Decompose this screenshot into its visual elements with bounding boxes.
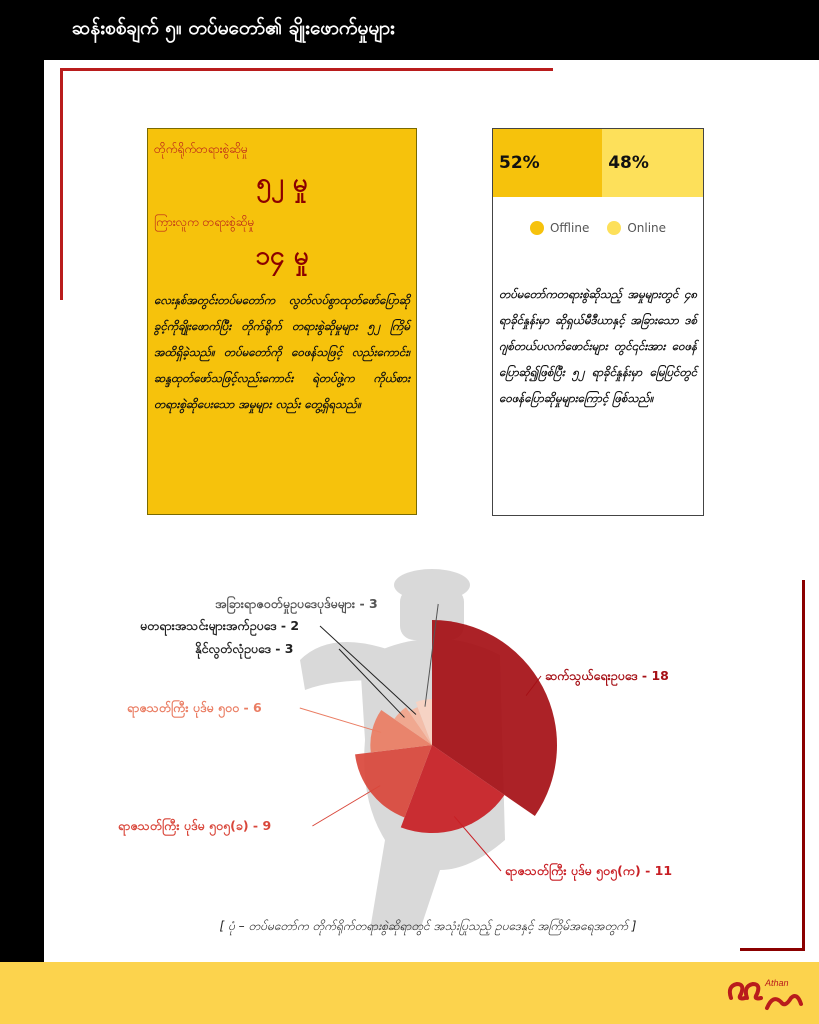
pie-label-4: ရာဇသတ်ကြီး ပုဒ်မ ၅၀၀ - 6: [127, 700, 262, 715]
offline-online-box: [492, 128, 704, 516]
indirect-cases-value: ၁၄ မှု: [255, 241, 309, 271]
pie-label-7: အခြားရာဇဝတ်မှုဥပဒေပုဒ်မများ - 3: [215, 596, 378, 611]
frame-line-bottom: [740, 948, 805, 951]
law-pie-chart: [0, 540, 819, 940]
split-legend: [493, 221, 703, 235]
direct-cases-value: ၅၂ မှု: [256, 168, 308, 198]
pie-label-1: ဆက်သွယ်ရေးဥပဒေ - 18: [545, 668, 669, 683]
split-description: တပ်မတော်ကတရားစွဲဆိုသည့် အမှုများတွင် ၄၈ ရာခိုင်နှုန်းမှာ ဆိုရှယ်မီဒီယာနှင့် အခြားသော ဒစ်ဂျစ်တယ်ပလက်ဖောင်းများ တွင်၎င်းအား ဝေဖန်ပြောဆို၍ဖြစ်ပြီး ၅၂ ရာခိုင်နှုန်းမှာ မြေပြင်တွင် ဝေဖန်ပြောဆိုမှုများကြောင့် ဖြစ်သည်။: [499, 287, 697, 405]
frame-line-right: [802, 580, 805, 950]
logo-text: Athan: [765, 978, 789, 988]
legend-offline-label: Offline: [549, 221, 590, 235]
online-segment: [602, 129, 703, 197]
frame-line-left: [60, 68, 63, 300]
footer-bar: [0, 962, 819, 1024]
pie-label-5: နိုင်လွတ်လုံဥပဒေ - 3: [195, 641, 294, 656]
pie-label-2: ရာဇသတ်ကြီး ပုဒ်မ ၅၀၅(က) - 11: [505, 863, 673, 878]
frame-line-top: [60, 68, 553, 71]
online-dot-icon: [607, 221, 621, 235]
stats-description: လေးနှစ်အတွင်းတပ်မတော်က လွတ်လပ်စွာထုတ်ဖော်ပြောဆိုခွင့်ကိုချိုးဖောက်ပြီး တိုက်ရိုက် တရားစွဲဆိုမှုများ ၅၂ ကြိမ် အထိရှိခဲ့သည်။ တပ်မတော်ကို ဝေဖန်သဖြင့် လည်းကောင်း၊ဆန္ဒထုတ်ဖော်သဖြင့်လည်းကောင်း ရဲတပ်ဖွဲ့က ကိုယ်စား တရားစွဲဆိုပေးသော အမှုများ လည်း တွေ့ရှိရသည်။: [154, 293, 410, 411]
legend-online: [607, 221, 666, 235]
case-stats-box: [147, 128, 417, 515]
offline-dot-icon: [530, 221, 544, 235]
indirect-cases-label: ကြားလူက တရားစွဲဆိုမှု: [154, 215, 255, 229]
athan-logo: [725, 968, 807, 1016]
split-bar: [493, 129, 703, 197]
legend-online-label: Online: [627, 221, 667, 235]
pie-leader-line-3: [312, 786, 380, 826]
offline-segment: [493, 129, 602, 197]
direct-cases-label: တိုက်ရိုက်တရားစွဲဆိုမှု: [154, 142, 248, 156]
pie-label-3: ရာဇသတ်ကြီး ပုဒ်မ ၅၀၅(ခ) - 9: [118, 818, 272, 833]
legend-offline: [530, 221, 589, 235]
online-percent: 48%: [608, 153, 649, 173]
offline-percent: 52%: [499, 153, 540, 173]
chart-caption: [ ပုံ – တပ်မတော်က တိုက်ရိုက်တရားစွဲဆိုရာတွင် အသုံးပြုသည့် ဥပဒေနှင့် အကြိမ်အရေအတွက် ]: [219, 919, 637, 933]
page-title: ဆန်းစစ်ချက် ၅။ တပ်မတော်၏ ချိုးဖောက်မှုများ: [72, 17, 395, 39]
pie-label-6: မတရားအသင်းများအက်ဥပဒေ - 2: [140, 618, 300, 633]
